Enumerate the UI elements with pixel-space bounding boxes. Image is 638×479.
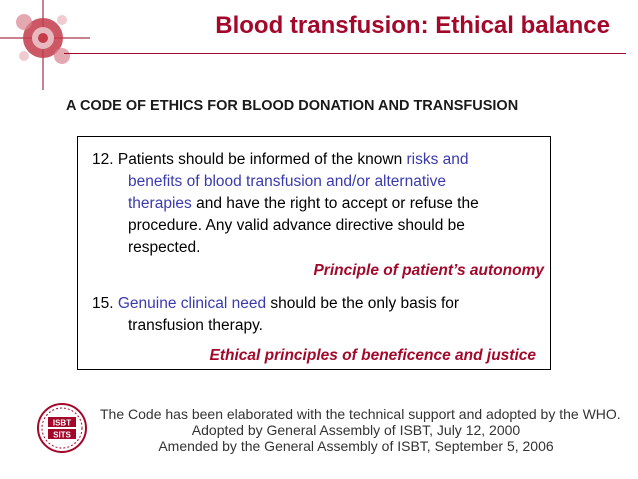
- code-item-15: [92, 293, 459, 337]
- item15-line2: transfusion therapy.: [128, 317, 263, 334]
- isbt-logo-text-top: ISBT: [52, 418, 72, 428]
- item12-line3-rest: and have the right to accept or refuse the: [191, 195, 479, 212]
- footer-line3: Amended by the General Assembly of ISBT, September 5, 2006: [158, 438, 554, 454]
- item12-line2: benefits of blood transfusion and/or alternative: [128, 173, 446, 190]
- item15-line1-highlight: Genuine clinical need: [117, 295, 267, 312]
- slide-title: Blood transfusion: Ethical balance: [215, 12, 610, 39]
- item15-line1-number: 15.: [92, 295, 118, 312]
- principle-autonomy: Principle of patient’s autonomy: [313, 262, 544, 279]
- principle-beneficence-justice: Ethical principles of beneficence and justice: [209, 347, 536, 364]
- title-divider: [64, 53, 626, 54]
- footer-line1: The Code has been elaborated with the technical support and adopted by the WHO.: [100, 406, 621, 422]
- item12-line3: [92, 193, 479, 215]
- item12-line3-highlight: therapies: [128, 195, 192, 212]
- item12-line1: [92, 149, 479, 171]
- item15-line1-rest: should be the only basis for: [266, 295, 460, 312]
- footer-note: [100, 406, 621, 454]
- item12-line4: procedure. Any valid advance directive should be: [128, 217, 465, 234]
- item12-line1-prefix: 12. Patients should be informed of the known: [92, 151, 407, 168]
- blood-cell-logo: [0, 0, 90, 90]
- item12-line5: respected.: [128, 239, 201, 256]
- code-of-ethics-box: [77, 136, 551, 370]
- isbt-logo: [36, 402, 88, 454]
- code-item-12: [92, 149, 479, 259]
- code-subheading: A CODE OF ETHICS FOR BLOOD DONATION AND TRANSFUSION: [66, 98, 519, 114]
- item12-line1-highlight: risks and: [406, 151, 469, 168]
- footer-line2: Adopted by General Assembly of ISBT, July 12, 2000: [191, 422, 521, 438]
- item15-line1: [92, 293, 459, 315]
- isbt-logo-text-bottom: SITS: [53, 430, 71, 440]
